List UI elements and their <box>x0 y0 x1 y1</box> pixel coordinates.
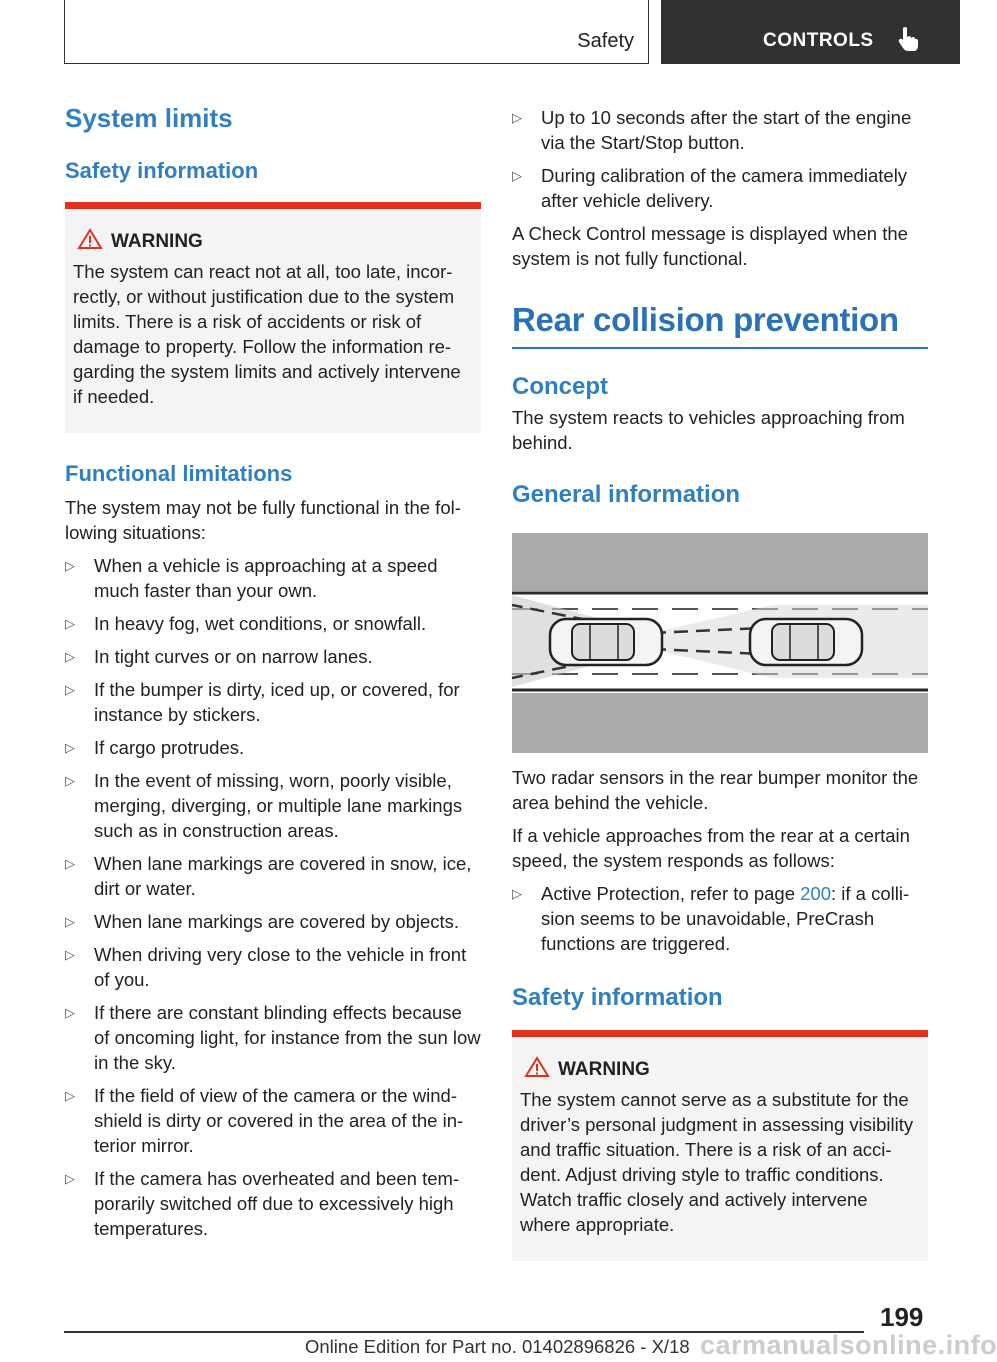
bullet-triangle-icon: ▷ <box>65 616 75 631</box>
footer-edition: Online Edition for Part no. 01402896826 - X/18 <box>305 1336 690 1357</box>
car-own-vehicle <box>550 619 662 665</box>
bullet-triangle-icon: ▷ <box>65 1171 75 1186</box>
bullet-triangle-icon: ▷ <box>65 1088 75 1103</box>
radar-illustration <box>512 533 928 753</box>
header-chapter-tab[interactable] <box>661 0 960 64</box>
warning-title: WARNING <box>558 1059 920 1081</box>
heading-concept: Concept <box>512 372 608 400</box>
check-control-text: A Check Control message is displayed when the system is not fully functional. <box>512 223 908 269</box>
warning-text: The system cannot serve as a substitute for the driver’s personal judgment in assessing visibility and traffic situation. There is a risk of an accident. Adjust driving style to traffic conditions. Watch traffic closely and actively intervene where appropriate. <box>520 1089 914 1235</box>
list-item: ▷ If cargo protrudes. <box>65 737 245 758</box>
warning-triangle-icon <box>524 1056 550 1078</box>
header-chapter-title: CONTROLS <box>763 30 874 51</box>
warning-box <box>65 202 481 433</box>
bullet-triangle-icon: ▷ <box>512 168 522 183</box>
list-item: ▷ If the bumper is dirty, iced up, or covered, for instance by stickers. <box>65 679 460 725</box>
list-item: ▷ In the event of missing, worn, poorly visible, merging, diverging, or multiple lane markings such as in construction areas. <box>65 770 463 841</box>
heading-general-information: General information <box>512 480 741 508</box>
list-item: ▷ When lane markings are covered in snow, ice, dirt or water. <box>65 853 472 899</box>
warning-box-2 <box>512 1030 928 1261</box>
bullet-triangle-icon: ▷ <box>512 886 522 901</box>
bullet-triangle-icon: ▷ <box>512 110 522 125</box>
list-item: ▷ When driving very close to the vehicle in front of you. <box>65 944 467 990</box>
page-number: 199 <box>880 1302 924 1332</box>
list-item: ▷ When a vehicle is approaching at a speed much faster than your own. <box>65 555 438 601</box>
bullet-triangle-icon: ▷ <box>65 856 75 871</box>
bullet-triangle-icon: ▷ <box>65 914 75 929</box>
radar-text: Two radar sensors in the rear bumper monitor the area behind the vehicle. <box>512 767 919 813</box>
header-section-box <box>64 0 649 64</box>
list-item: ▷ If the field of view of the camera or the windshield is dirty or covered in the area of the interior mirror. <box>65 1085 464 1156</box>
limits-list-continued <box>512 105 928 213</box>
bullet-triangle-icon: ▷ <box>65 740 75 755</box>
left-column <box>65 103 481 1249</box>
bullet-triangle-icon: ▷ <box>65 649 75 664</box>
warning-title: WARNING <box>111 231 473 253</box>
list-item: ▷ In tight curves or on narrow lanes. <box>65 646 373 667</box>
list-item: ▷ If there are constant blinding effects because of oncoming light, for instance from the sun low in the sky. <box>65 1002 481 1073</box>
list-item: ▷ During calibration of the camera immediately after vehicle delivery. <box>512 165 908 211</box>
right-column-top <box>512 105 928 509</box>
right-column-bottom <box>512 765 928 1261</box>
warning-triangle-icon <box>77 228 103 250</box>
heading-safety-information: Safety information <box>65 158 259 183</box>
func-intro: The system may not be fully functional in the following situations: <box>65 497 461 543</box>
header-section-title: Safety <box>577 30 634 52</box>
warning-text: The system can react not at all, too late, incorrectly, or without justification due to the system limits. There is a risk of accidents or risk of damage to property. Follow the information regarding the system limits and actively intervene if needed. <box>73 261 461 407</box>
bullet-triangle-icon: ▷ <box>65 558 75 573</box>
bullet-triangle-icon: ▷ <box>65 1005 75 1020</box>
list-item: ▷ Up to 10 seconds after the start of the engine via the Start/Stop button. <box>512 107 912 153</box>
heading-rear-collision-prevention: Rear collision prevention <box>512 301 899 338</box>
heading-functional-limitations: Functional limitations <box>65 461 293 486</box>
bullet-triangle-icon: ▷ <box>65 682 75 697</box>
list-item: ▷ If the camera has overheated and been temporarily switched off due to excessively high temperatures. <box>65 1168 460 1239</box>
heading-safety-information-2: Safety information <box>512 984 723 1011</box>
watermark: carmanualsonline.info <box>700 1330 997 1360</box>
list-item: ▷ Active Protection, refer to page 200: if a collision seems to be unavoidable, PreCrash functions are triggered. <box>512 883 910 954</box>
hand-pointer-icon <box>897 26 919 52</box>
approach-text: If a vehicle approaches from the rear at a certain speed, the system responds as follows: <box>512 825 910 871</box>
road-diagram <box>512 533 928 753</box>
heading-system-limits: System limits <box>65 103 233 133</box>
func-list <box>65 553 481 1241</box>
heading-underline <box>512 347 928 349</box>
concept-text: The system reacts to vehicles approaching from behind. <box>512 406 905 453</box>
bullet-triangle-icon: ▷ <box>65 773 75 788</box>
list-item: ▷ When lane markings are covered by objects. <box>65 911 460 932</box>
bullet-triangle-icon: ▷ <box>65 947 75 962</box>
car-approaching-vehicle <box>750 619 862 665</box>
page-link-200[interactable]: 200 <box>800 883 832 904</box>
list-item: ▷ In heavy fog, wet conditions, or snowfall. <box>65 613 427 634</box>
response-list <box>512 881 928 956</box>
